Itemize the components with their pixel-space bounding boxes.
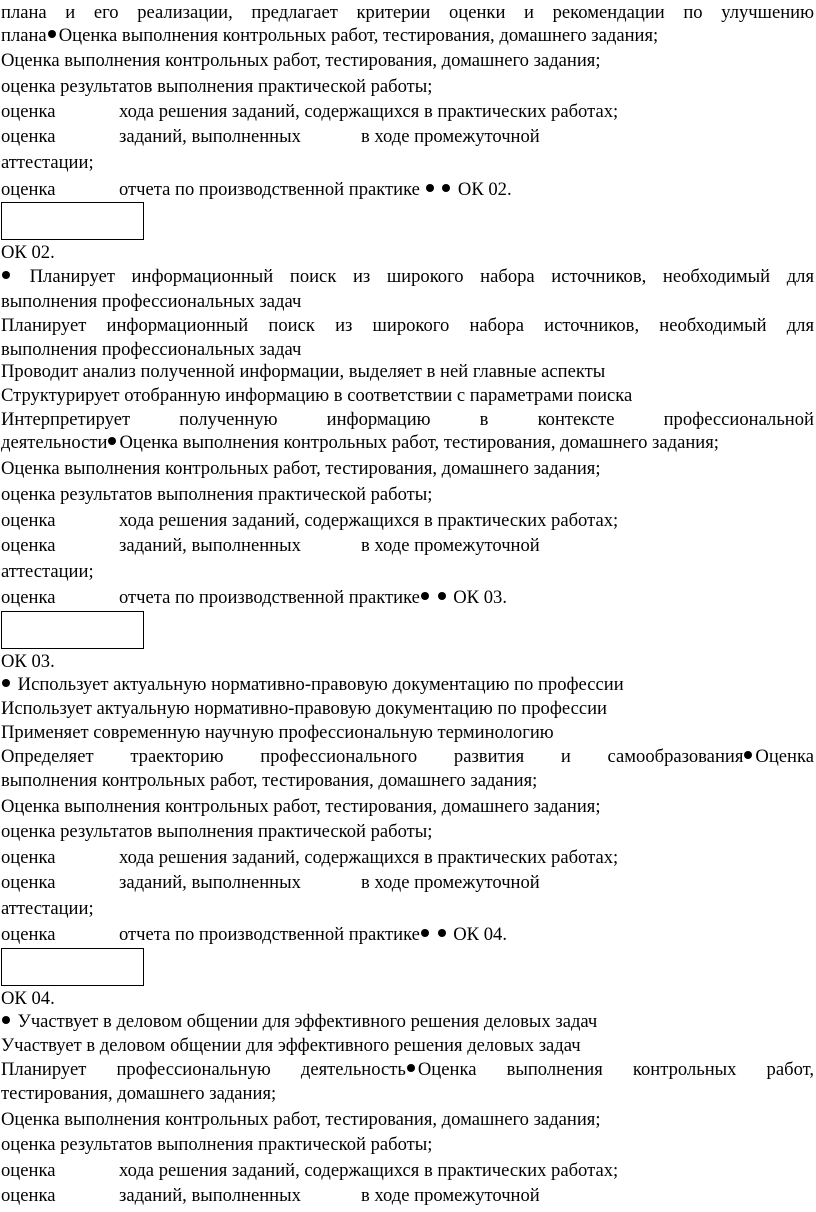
bullet-icon xyxy=(426,184,434,192)
text-line: оценка отчета по производственной практике ОК 04. xyxy=(1,924,507,945)
text-line: оценка хода решения заданий, содержащихся в практических работах; xyxy=(1,1160,619,1181)
text-line: оценка результатов выполнения практической работы; xyxy=(1,1134,433,1155)
text-line: Использует актуальную нормативно-правовую документацию по профессии xyxy=(1,698,608,719)
text-line: аттестации; xyxy=(1,152,94,173)
text-line: выполнения профессиональных задач xyxy=(1,339,302,360)
text-line: Структурирует отобранную информацию в соответствии с параметрами поиска xyxy=(1,385,633,406)
text-line: аттестации; xyxy=(1,561,94,582)
bullet-icon xyxy=(421,592,429,600)
bullet-icon xyxy=(744,751,752,759)
text-line: Применяет современную научную профессиональную терминологию xyxy=(1,722,554,743)
section-heading: ОК 03. xyxy=(1,651,55,672)
bullet-icon xyxy=(48,30,56,38)
text-line: Планирует информационный поиск из широкого набора источников, необходимый для xyxy=(1,266,814,289)
text-line: оценка результатов выполнения практической работы; xyxy=(1,76,433,97)
text-line: оценка хода решения заданий, содержащихся в практических работах; xyxy=(1,101,619,122)
text-line: оценка отчета по производственной практике ОК 02. xyxy=(1,179,512,200)
text-line: тестирования, домашнего задания; xyxy=(1,1083,277,1104)
text-line: оценка заданий, выполненных в ходе промежуточной xyxy=(1,126,540,147)
text-line: Участвует в деловом общении для эффективного решения деловых задач xyxy=(1,1011,814,1034)
bullet-icon xyxy=(108,437,116,445)
table-cell-box xyxy=(1,948,144,986)
bullet-icon xyxy=(438,929,446,937)
text-line: выполнения профессиональных задач xyxy=(1,291,302,312)
text-line: Оценка выполнения контрольных работ, тестирования, домашнего задания; xyxy=(1,458,601,479)
text-line: Планирует профессиональную деятельность Оценка выполнения контрольных работ, xyxy=(1,1059,814,1080)
text-line: Оценка выполнения контрольных работ, тестирования, домашнего задания; xyxy=(1,1109,601,1130)
bullet-icon xyxy=(407,1064,415,1072)
text-line: выполнения контрольных работ, тестирования, домашнего задания; xyxy=(1,770,538,791)
section-heading: ОК 02. xyxy=(1,242,55,263)
text-line: Планирует информационный поиск из широкого набора источников, необходимый для xyxy=(1,315,814,336)
table-cell-box xyxy=(1,611,144,649)
text-line: аттестации; xyxy=(1,898,94,919)
text-line: оценка отчета по производственной практике ОК 03. xyxy=(1,587,507,608)
text-line: Определяет траекторию профессионального развития и самообразования Оценка xyxy=(1,746,814,767)
text-line: Оценка выполнения контрольных работ, тестирования, домашнего задания; xyxy=(1,50,601,71)
text-line: Оценка выполнения контрольных работ, тестирования, домашнего задания; xyxy=(1,796,601,817)
bullet-icon xyxy=(442,184,450,192)
section-heading: ОК 04. xyxy=(1,988,55,1009)
bullet-icon xyxy=(438,592,446,600)
text-line: деятельности Оценка выполнения контрольных работ, тестирования, домашнего задания; xyxy=(1,432,719,453)
text-line: оценка хода решения заданий, содержащихся в практических работах; xyxy=(1,510,619,531)
bullet-icon xyxy=(2,1016,10,1024)
table-cell-box xyxy=(1,202,144,240)
text-line: плана и его реализации, предлагает критерии оценки и рекомендации по улучшению xyxy=(1,2,814,23)
text-line: Интерпретирует полученную информацию в контексте профессиональной xyxy=(1,409,814,430)
text-line: плана Оценка выполнения контрольных работ, тестирования, домашнего задания; xyxy=(1,25,659,46)
text-line: Проводит анализ полученной информации, выделяет в ней главные аспекты xyxy=(1,361,606,382)
text-line: Использует актуальную нормативно-правовую документацию по профессии xyxy=(1,674,814,697)
text-line: оценка результатов выполнения практической работы; xyxy=(1,484,433,505)
bullet-icon xyxy=(2,271,10,279)
text-line: оценка заданий, выполненных в ходе промежуточной xyxy=(1,535,540,556)
text-line: оценка заданий, выполненных в ходе промежуточной xyxy=(1,1185,540,1206)
text-line: оценка результатов выполнения практической работы; xyxy=(1,821,433,842)
text-line: оценка заданий, выполненных в ходе промежуточной xyxy=(1,872,540,893)
text-line: оценка хода решения заданий, содержащихся в практических работах; xyxy=(1,847,619,868)
text-line: Участвует в деловом общении для эффективного решения деловых задач xyxy=(1,1035,581,1056)
bullet-icon xyxy=(421,929,429,937)
bullet-icon xyxy=(2,679,10,687)
